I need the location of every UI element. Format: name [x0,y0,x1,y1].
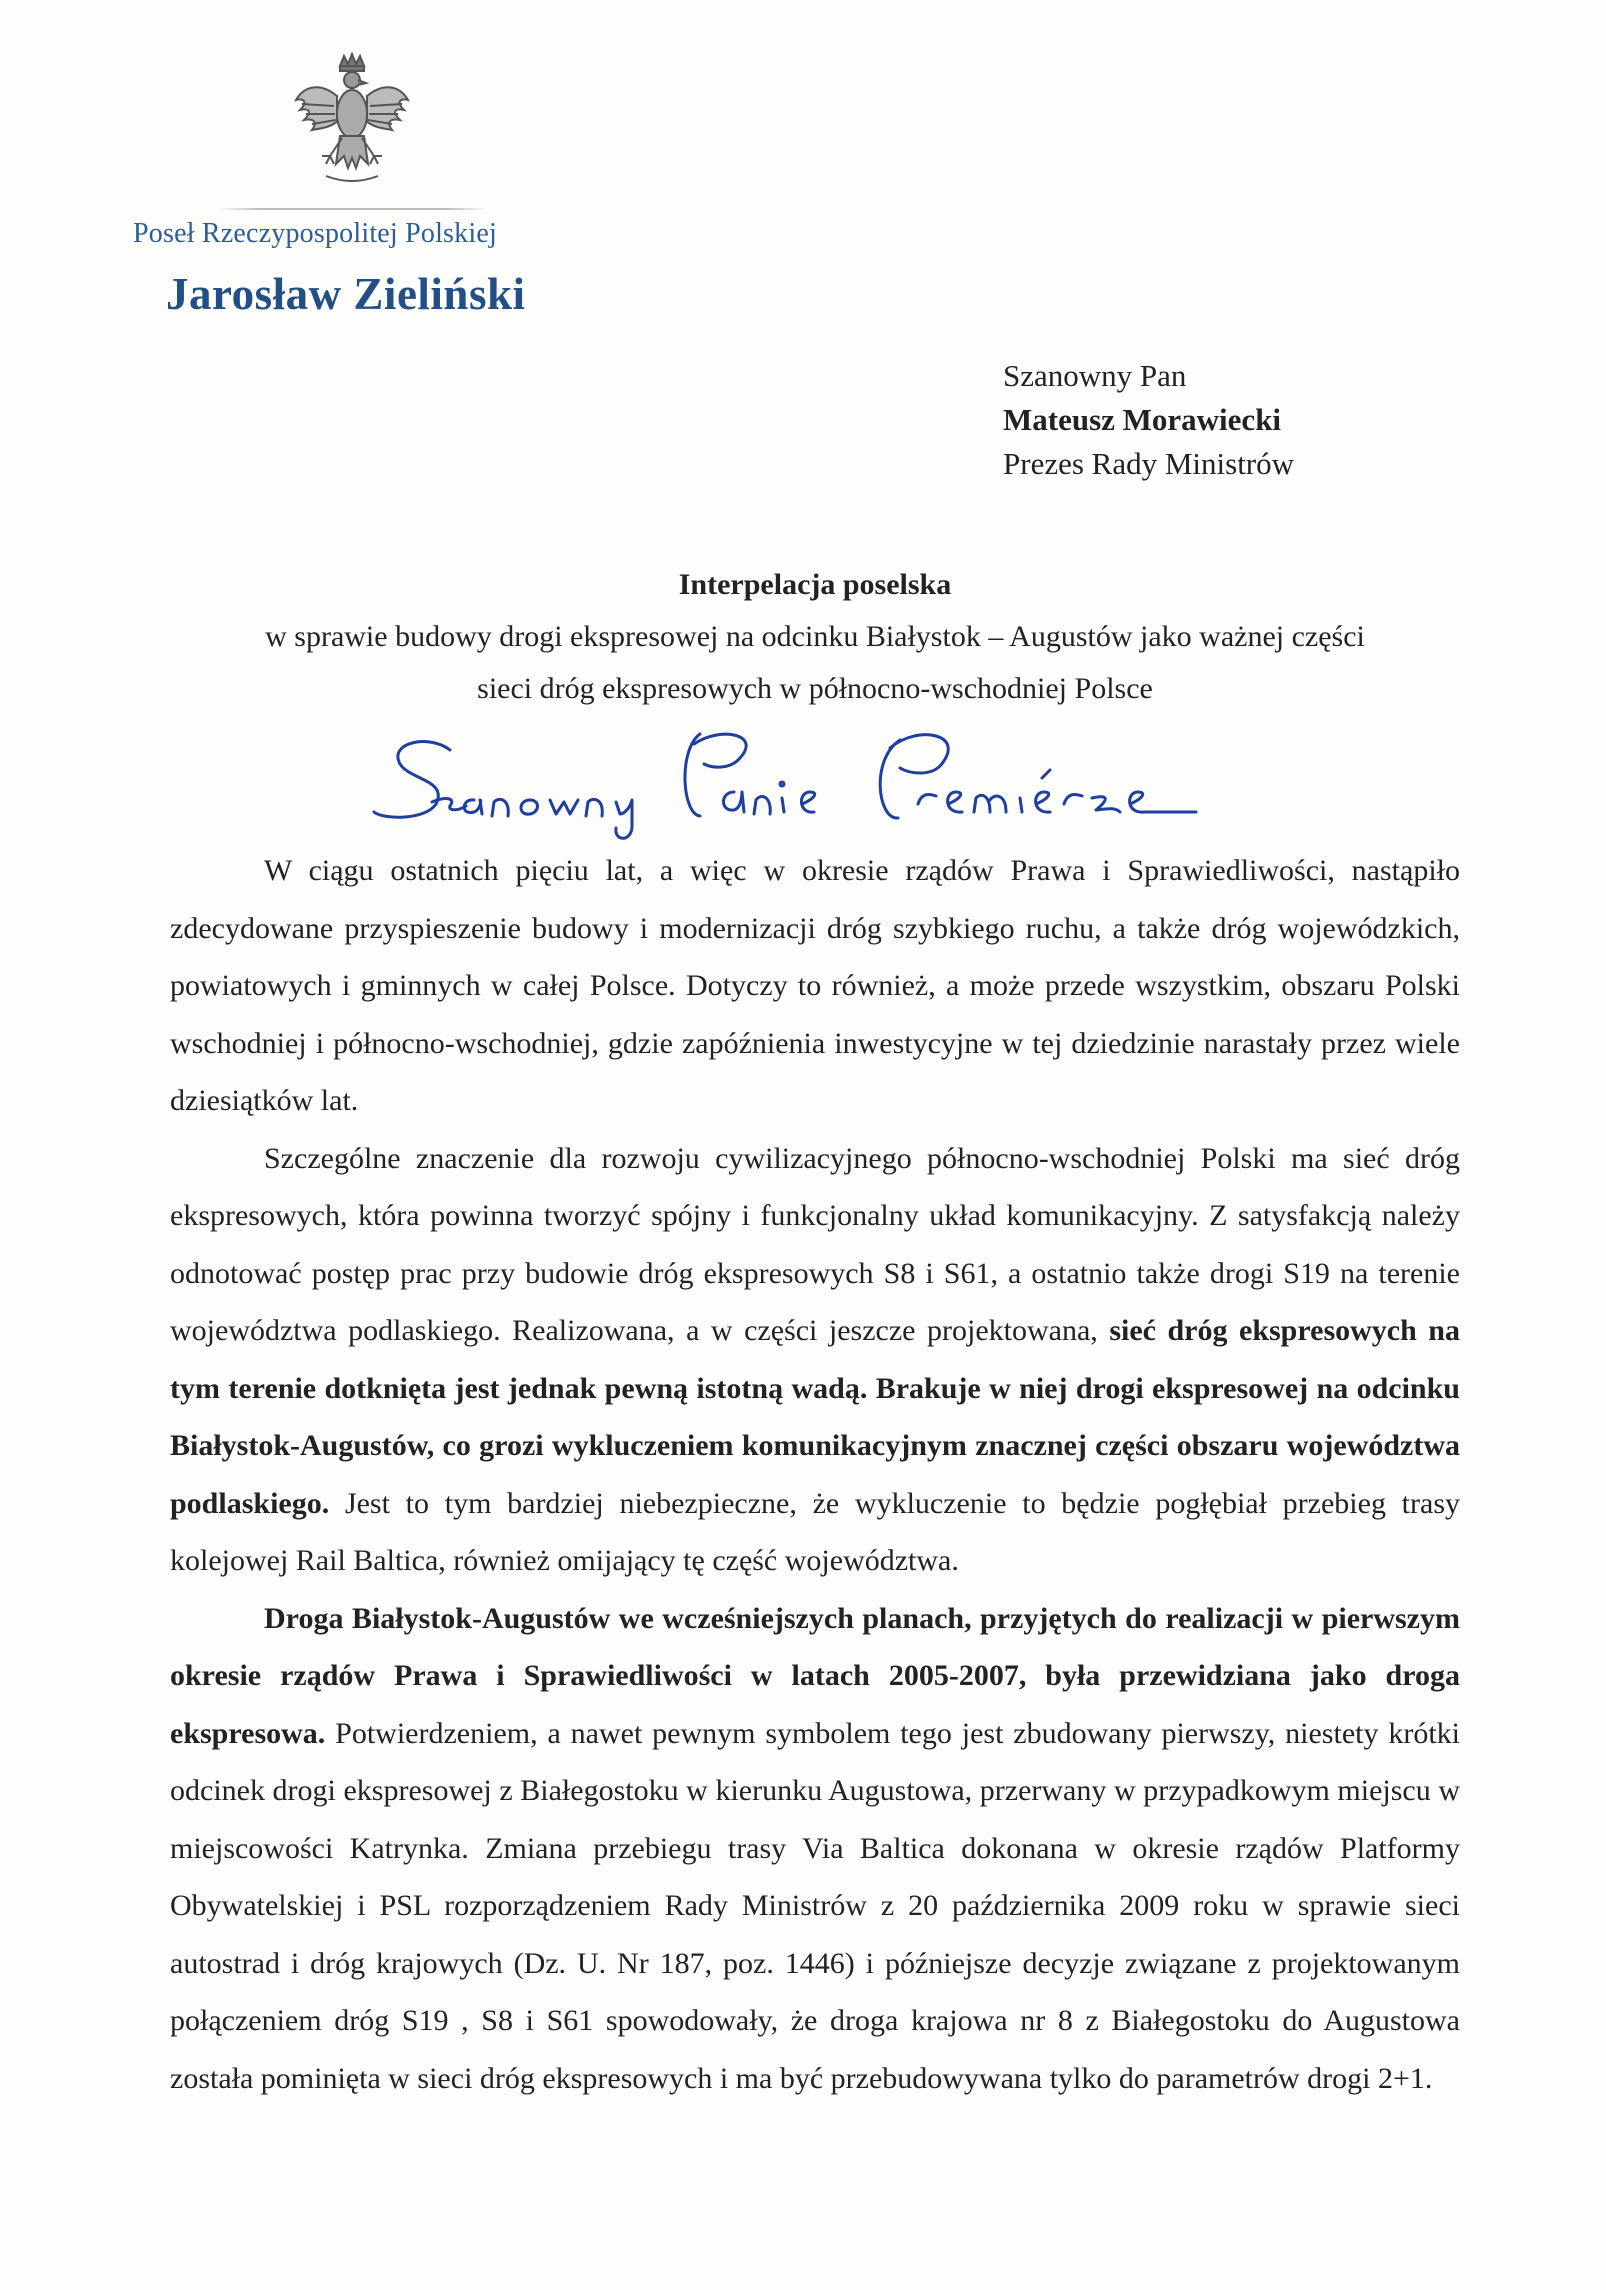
letter-body [170,842,1460,2107]
body-paragraph-3-text: Potwierdzeniem, a nawet pewnym symbolem tego jest zbudowany pierwszy, niestety krótki odcinek drogi ekspresowej z Białegostoku w kierunku Augustowa, przerwany w przypadkowym miejscu w miejscowości Katrynka. Zmiana przebiegu trasy Via Baltica dokonana w okresie rządów Platformy Obywatelskiej i PSL rozporządzeniem Rady Ministrów z 20 października 2009 roku w sprawie sieci autostrad i dróg krajowych (Dz. U. Nr 187, poz. 1446) i późniejsze decyzje związane z projektowanym połączeniem dróg S19 , S8 i S61 spowodowały, że droga krajowa nr 8 z Białegostoku do Augustowa została pominięta w sieci dróg ekspresowych i ma być przebudowywana tylko do parametrów drogi 2+1. [170,1716,1460,2095]
letterhead-divider [218,208,488,210]
body-paragraph-2-text-a: Szczególne znaczenie dla rozwoju cywilizacyjnego północno-wschodniej Polski ma sieć dróg ekspresowych, która powinna tworzyć spójny i funkcjonalny układ komunikacyjny. Z satysfakcją należy odnotować postęp prac przy budowie dróg ekspresowych S8 i S61, a ostatnio także drogi S19 na terenie województwa podlaskiego. Realizowana, a w części jeszcze projektowana, [170,1141,1460,1347]
body-paragraph-3-bold: Droga Białystok-Augustów we wcześniejszych planach, przyjętych do realizacji w pierwszym okresie rządów Prawa i Sprawiedliwości w latach 2005-2007, była przewidziana jako droga ekspresowa. [170,1601,1460,1750]
document-title-block [170,559,1460,715]
addressee-name: Mateusz Morawiecki [1003,402,1282,437]
letterhead-mp-name: Jarosław Zieliński [166,269,526,319]
document-subtitle-line1: w sprawie budowy drogi ekspresowej na odcinku Białystok – Augustów jako ważnej części [265,620,1365,653]
addressee-salutation: Szanowny Pan [1003,358,1187,393]
letterhead-organization: Poseł Rzeczypospolitej Polskiej [133,218,497,249]
body-paragraph-3 [170,1590,1460,2108]
handwritten-greeting [370,720,1200,860]
addressee-block [1003,354,1294,486]
addressee-position: Prezes Rady Ministrów [1003,446,1295,481]
body-paragraph-2 [170,1130,1460,1590]
body-paragraph-1 [170,842,1460,1130]
document-subtitle-line2: sieci dróg ekspresowych w północno-wschodniej Polsce [477,672,1153,705]
document-heading: Interpelacja poselska [678,568,952,601]
body-paragraph-2-text-c: Jest to tym bardziej niebezpieczne, że wykluczenie to będzie pogłębiał przebieg trasy kolejowej Rail Baltica, również omijający tę część województwa. [170,1486,1460,1577]
body-paragraph-1-text: W ciągu ostatnich pięciu lat, a więc w okresie rządów Prawa i Sprawiedliwości, nastąpiło zdecydowane przyspieszenie budowy i modernizacji dróg szybkiego ruchu, a także dróg wojewódzkich, powiatowych i gminnych w całej Polsce. Dotyczy to również, a może przede wszystkim, obszaru Polski wschodniej i północno-wschodniej, gdzie zapóźnienia inwestycyjne w tej dziedzinie narastały przez wiele dziesiątków lat. [170,854,1460,1117]
eagle-emblem-icon [290,52,414,194]
body-paragraph-2-bold: sieć dróg ekspresowych na tym terenie dotknięta jest jednak pewną istotną wadą. Brakuje w niej drogi ekspresowej na odcinku Białystok-Augustów, co grozi wykluczeniem komunikacyjnym znacznej części obszaru województwa podlaskiego. [170,1314,1460,1520]
